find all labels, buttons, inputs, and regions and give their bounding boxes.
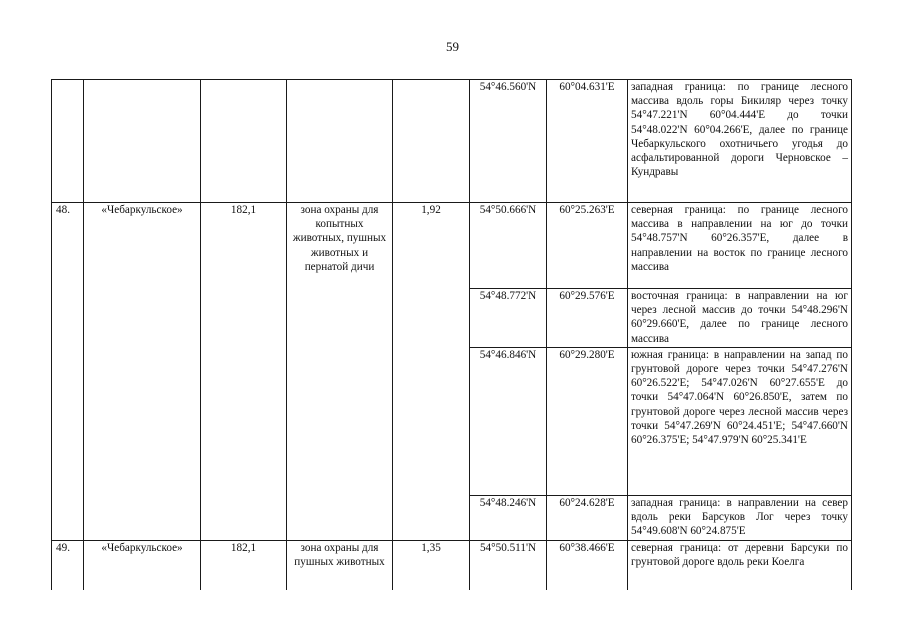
- boundary-description-cell: южная граница: в направлении на запад по грунтовой дороге через точки 54°47.276'N 60°26.522'E; 54°47.026'N 60°27.655'E до точки 54°47.064'N 60°26.850'E, затем по грунтовой дороге через лесной массив через точки 54°47.269'N 60°24.451'E; 54°47.660'N 60°26.375'E; 54°47.979'N 60°25.341'E: [628, 347, 852, 495]
- area-cell: [201, 80, 287, 203]
- purpose-cell: зона охраны для пушных животных: [287, 540, 393, 590]
- latitude-cell: 54°46.560'N: [470, 80, 547, 203]
- row-number-cell: 48.: [52, 203, 84, 541]
- page-number: 59: [446, 39, 459, 54]
- longitude-cell: 60°04.631'E: [547, 80, 628, 203]
- latitude-cell: 54°48.246'N: [470, 495, 547, 540]
- boundary-description-cell: западная граница: по границе лесного массива вдоль горы Бикиляр через точку 54°47.221'N 60°04.444'E до точки 54°48.022'N 60°04.266'E, далее по границе Чебаркульского охотничьего угодья до асфальтированной дороги Черновское – Кундравы: [628, 80, 852, 203]
- boundary-description-cell: восточная граница: в направлении на юг через лесной массив до точки 54°48.296'N 60°29.660'E, далее по границе лесного массива: [628, 289, 852, 348]
- hunting-grounds-table: [51, 79, 852, 590]
- row-number-cell: [52, 80, 84, 203]
- area-cell: 182,1: [201, 203, 287, 541]
- boundary-description-cell: западная граница: в направлении на север вдоль реки Барсуков Лог через точку 54°49.608'N 60°24.875'E: [628, 495, 852, 540]
- latitude-cell: 54°46.846'N: [470, 347, 547, 495]
- table-row: [52, 80, 852, 203]
- purpose-cell: зона охраны для копытных животных, пушных животных и пернатой дичи: [287, 203, 393, 541]
- ground-name-cell: «Чебаркульское»: [84, 540, 201, 590]
- ground-name-cell: [84, 80, 201, 203]
- longitude-cell: 60°25.263'E: [547, 203, 628, 289]
- table-row: [52, 540, 852, 590]
- longitude-cell: 60°29.576'E: [547, 289, 628, 348]
- area-cell: 182,1: [201, 540, 287, 590]
- longitude-cell: 60°29.280'E: [547, 347, 628, 495]
- latitude-cell: 54°50.666'N: [470, 203, 547, 289]
- row-number-cell: 49.: [52, 540, 84, 590]
- latitude-cell: 54°50.511'N: [470, 540, 547, 590]
- coefficient-cell: 1,35: [393, 540, 470, 590]
- ground-name-cell: «Чебаркульское»: [84, 203, 201, 541]
- longitude-cell: 60°38.466'E: [547, 540, 628, 590]
- coefficient-cell: 1,92: [393, 203, 470, 541]
- latitude-cell: 54°48.772'N: [470, 289, 547, 348]
- boundary-description-cell: северная граница: по границе лесного массива в направлении на юг до точки 54°48.757'N 60°26.357'E, далее в направлении на восток по границе лесного массива: [628, 203, 852, 289]
- purpose-cell: [287, 80, 393, 203]
- coefficient-cell: [393, 80, 470, 203]
- longitude-cell: 60°24.628'E: [547, 495, 628, 540]
- boundary-description-cell: северная граница: от деревни Барсуки по грунтовой дороге вдоль реки Коелга: [628, 540, 852, 590]
- table-row: [52, 203, 852, 289]
